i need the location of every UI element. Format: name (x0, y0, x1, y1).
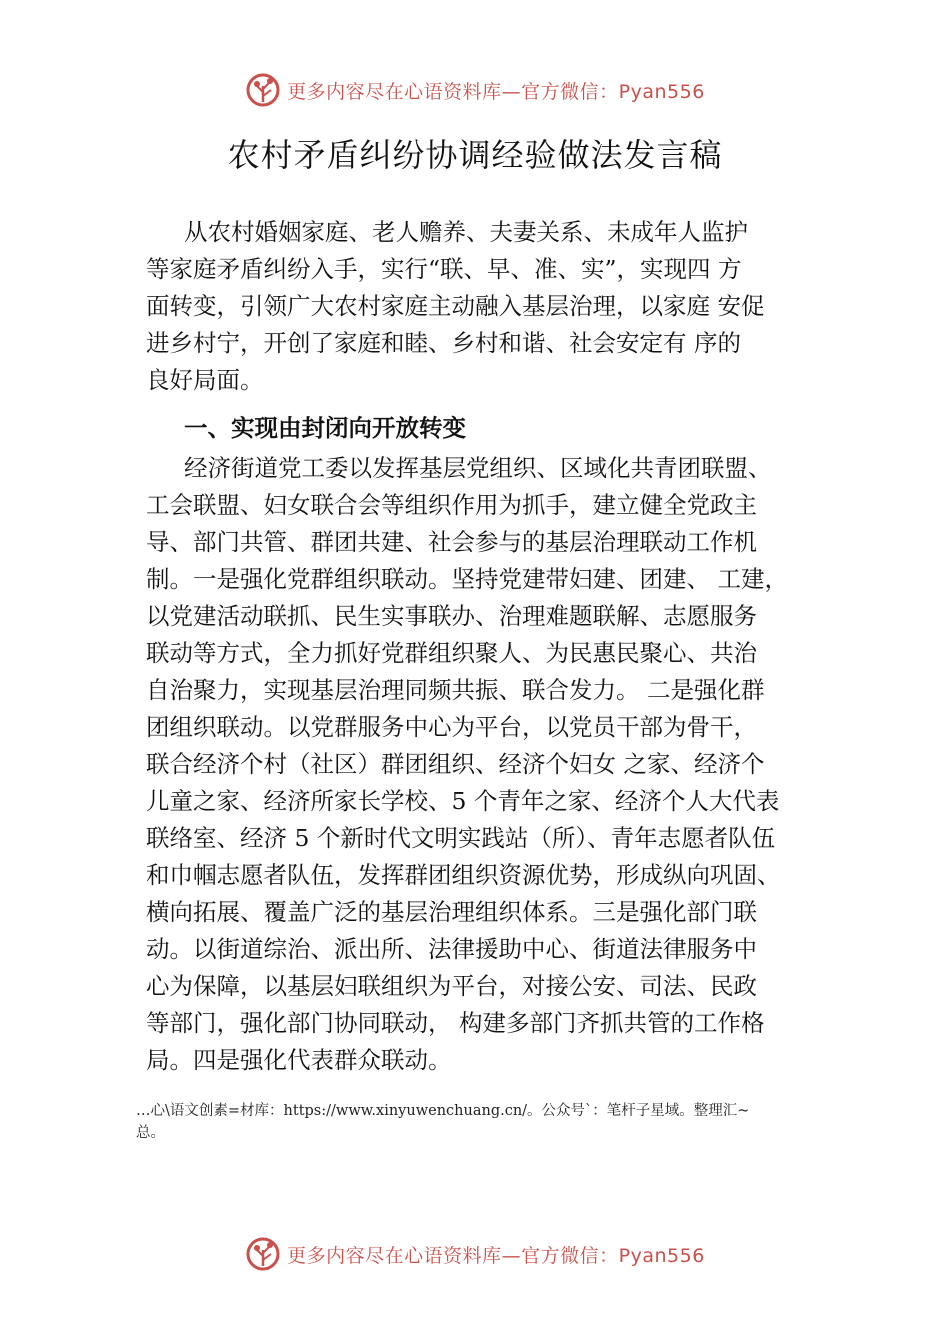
watermark-text: 更多内容尽在心语资料库—官方微信：Pyan556 (287, 80, 705, 103)
text-line: 从农村婚姻家庭、老人赡养、夫妻关系、未成年人监护 (184, 218, 748, 246)
tree-logo-icon (245, 1236, 281, 1272)
section-heading: 一、实现由封闭向开放转变 (184, 414, 466, 442)
text-line: 联络室、经济 5 个新时代文明实践站（所）、青年志愿者队伍 (146, 824, 776, 852)
text-line: 经济街道党工委以发挥基层党组织、区域化共青团联盟、 (184, 454, 772, 482)
text-line: 联合经济个村（社区）群团组织、经济个妇女 之家、经济个 (146, 750, 765, 778)
text-line: 等部门，强化部门协同联动， 构建多部门齐抓共管的工作格 (146, 1009, 765, 1037)
text-line: 面转变，引领广大农村家庭主动融入基层治理，以家庭 安促 (146, 292, 765, 320)
footnote-line: …心\语文创素=材库：https://www.xinyuwenchuang.cn/。公众号`：笔杆子星域。整理汇~ (136, 1103, 750, 1119)
section-body-paragraph (146, 450, 826, 1079)
text-line: 和巾帼志愿者队伍，发挥群团组织资源优势，形成纵向巩固、 (146, 861, 781, 889)
text-line: 动。以街道综治、派出所、法律援助中心、街道法律服务中 (146, 935, 757, 963)
text-line: 自治聚力，实现基层治理同频共振、联合发力。 二是强化群 (146, 676, 765, 704)
header-watermark-banner (0, 70, 950, 110)
text-line: 横向拓展、覆盖广泛的基层治理组织体系。三是强化部门联 (146, 898, 757, 926)
intro-paragraph (146, 214, 826, 399)
footnote-line: 总。 (136, 1125, 165, 1141)
text-line: 局。四是强化代表群众联动。 (146, 1046, 452, 1074)
footer-watermark-banner (0, 1234, 950, 1274)
text-line: 联动等方式，全力抓好党群组织聚人、为民惠民聚心、共治 (146, 639, 757, 667)
source-footnote (136, 1100, 836, 1144)
text-line: 以党建活动联抓、民生实事联办、治理难题联解、志愿服务 (146, 602, 757, 630)
text-line: 导、部门共管、群团共建、社会参与的基层治理联动工作机 (146, 528, 757, 556)
tree-logo-icon (245, 72, 281, 108)
watermark-text: 更多内容尽在心语资料库—官方微信：Pyan556 (287, 1244, 705, 1267)
text-line: 制。一是强化党群组织联动。坚持党建带妇建、团建、 工建， (146, 565, 788, 593)
text-line: 进乡村宁，开创了家庭和睦、乡村和谐、社会安定有 序的 (146, 329, 741, 357)
text-line: 良好局面。 (146, 366, 264, 394)
text-line: 工会联盟、妇女联合会等组织作用为抓手，建立健全党政主 (146, 491, 757, 519)
document-title: 农村矛盾纠纷协调经验做法发言稿 (227, 136, 723, 174)
text-line: 心为保障，以基层妇联组织为平台，对接公安、司法、民政 (146, 972, 757, 1000)
text-line: 儿童之家、经济所家长学校、5 个青年之家、经济个人大代表 (146, 787, 780, 815)
text-line: 团组织联动。以党群服务中心为平台，以党员干部为骨干， (146, 713, 757, 741)
text-line: 等家庭矛盾纠纷入手，实行“联、早、准、实”，实现四 方 (146, 255, 742, 283)
